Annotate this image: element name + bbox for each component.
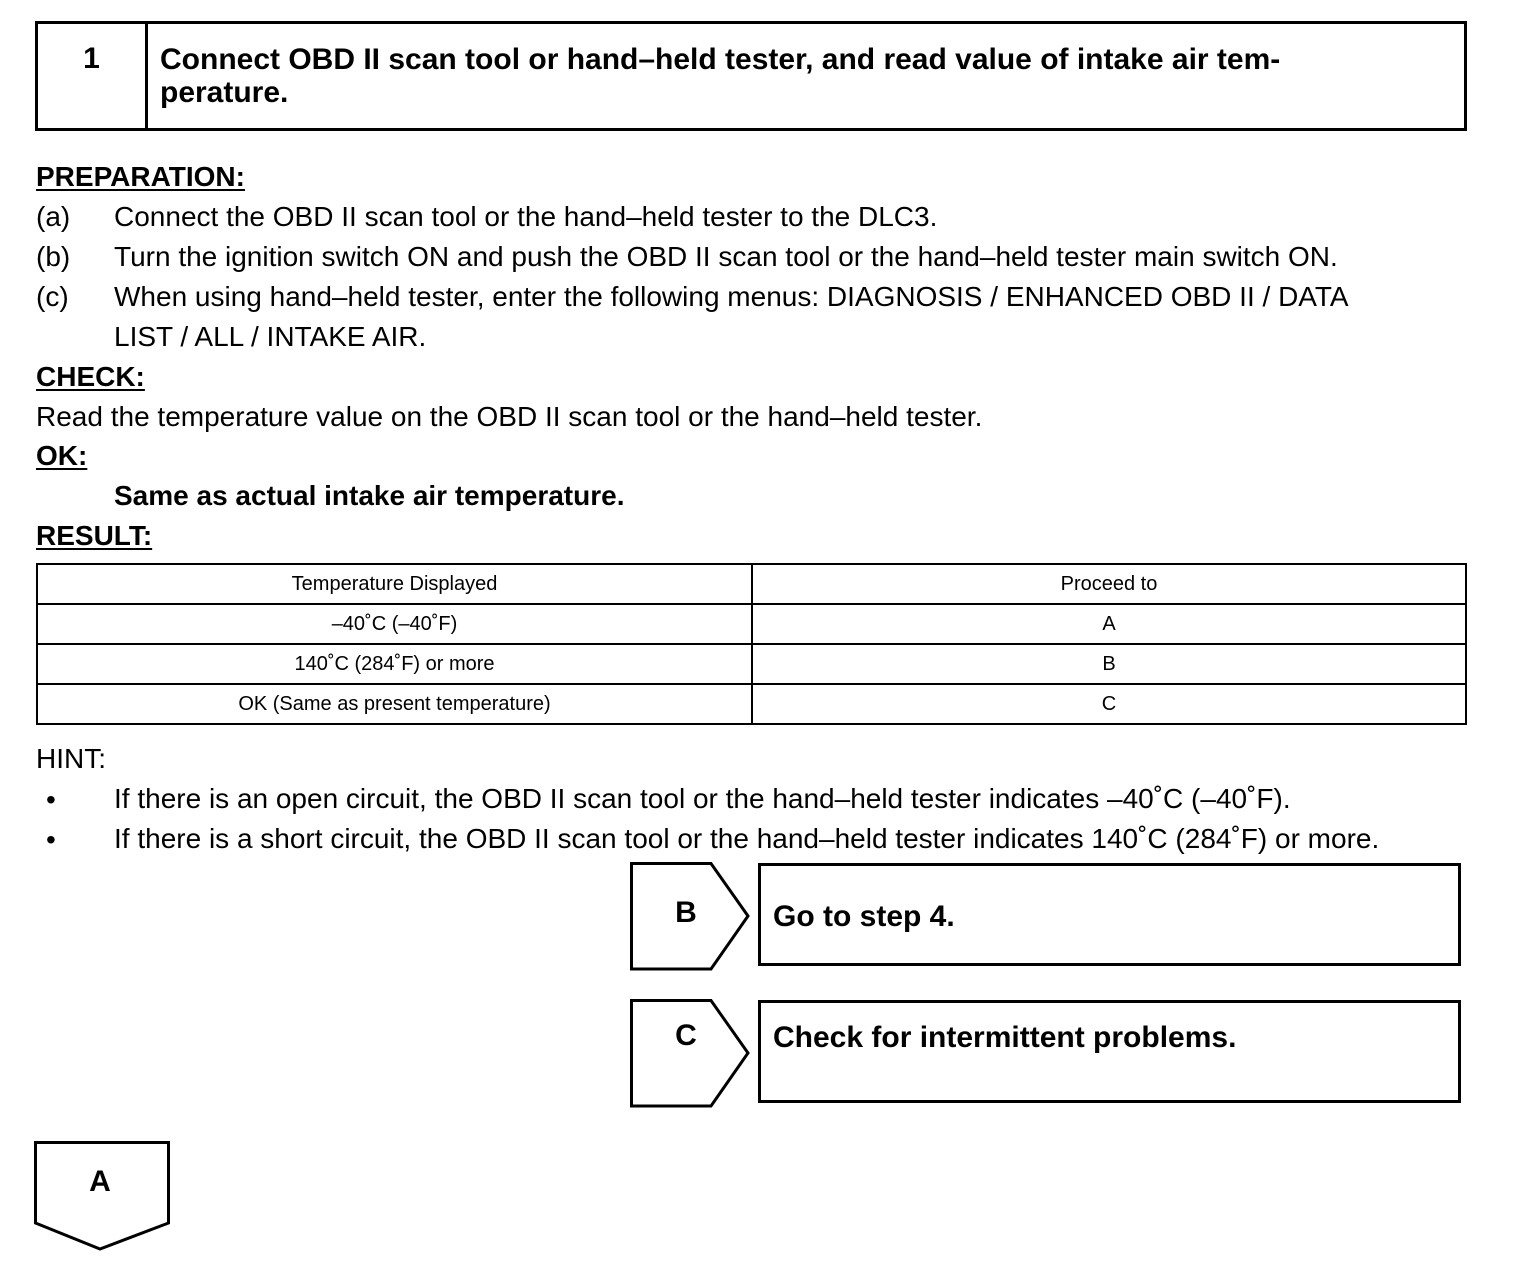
branch-action-c: Check for intermittent problems.: [758, 1000, 1461, 1103]
branch-letter: C: [675, 1019, 697, 1052]
prep-item-b-label: (b): [36, 241, 71, 272]
table-cell: C: [752, 684, 1466, 724]
prep-item-c-text-line-1: When using hand–held tester, enter the following menus: DIAGNOSIS / ENHANCED OBD II / DATA: [114, 281, 1349, 312]
branch-tag-b: [630, 862, 752, 972]
hint-item-2: If there is a short circuit, the OBD II scan tool or the hand–held tester indicates 140˚C (284˚F) or more.: [114, 823, 1380, 854]
step-title-line-2: perature.: [160, 76, 289, 109]
branch-tag-c: [630, 999, 752, 1109]
table-cell: A: [752, 604, 1466, 644]
table-cell: –40˚C (–40˚F): [37, 604, 752, 644]
result-table: [36, 563, 1467, 725]
column-header: Temperature Displayed: [37, 564, 752, 604]
hint-bullet-icon: •: [46, 824, 56, 855]
preparation-heading: PREPARATION:: [36, 161, 245, 192]
hint-heading: HINT:: [36, 743, 106, 774]
prep-item-a-label: (a): [36, 201, 71, 232]
prep-item-b-text: Turn the ignition switch ON and push the OBD II scan tool or the hand–held tester main switch ON.: [114, 241, 1338, 272]
branch-letter: A: [89, 1165, 111, 1198]
table-row: [37, 684, 1466, 724]
table-cell: 140˚C (284˚F) or more: [37, 644, 752, 684]
step-header: [35, 21, 1467, 131]
step-title-line-1: Connect OBD II scan tool or hand–held tester, and read value of intake air tem-: [160, 43, 1281, 76]
branch-letter: B: [675, 896, 697, 929]
table-cell: B: [752, 644, 1466, 684]
branch-tag-a: [34, 1141, 172, 1253]
ok-text: Same as actual intake air temperature.: [114, 480, 625, 511]
result-heading: RESULT:: [36, 520, 153, 551]
hint-bullet-icon: •: [46, 784, 56, 815]
check-heading: CHECK:: [36, 361, 145, 392]
prep-item-c-text-line-2: LIST / ALL / INTAKE AIR.: [114, 321, 427, 352]
branch-action-b: Go to step 4.: [758, 863, 1461, 966]
arrow-tag-icon: [630, 999, 752, 1109]
table-row: [37, 644, 1466, 684]
table-row: [37, 604, 1466, 644]
table-cell: OK (Same as present temperature): [37, 684, 752, 724]
step-title: [148, 24, 1464, 128]
step-number: 1: [38, 24, 148, 128]
ok-heading: OK:: [36, 440, 88, 471]
prep-item-c-label: (c): [36, 281, 69, 312]
column-header: Proceed to: [752, 564, 1466, 604]
prep-item-a-text: Connect the OBD II scan tool or the hand–held tester to the DLC3.: [114, 201, 938, 232]
table-header-row: [37, 564, 1466, 604]
check-text: Read the temperature value on the OBD II scan tool or the hand–held tester.: [36, 401, 983, 432]
hint-item-1: If there is an open circuit, the OBD II scan tool or the hand–held tester indicates –40˚C (–40˚F).: [114, 783, 1291, 814]
